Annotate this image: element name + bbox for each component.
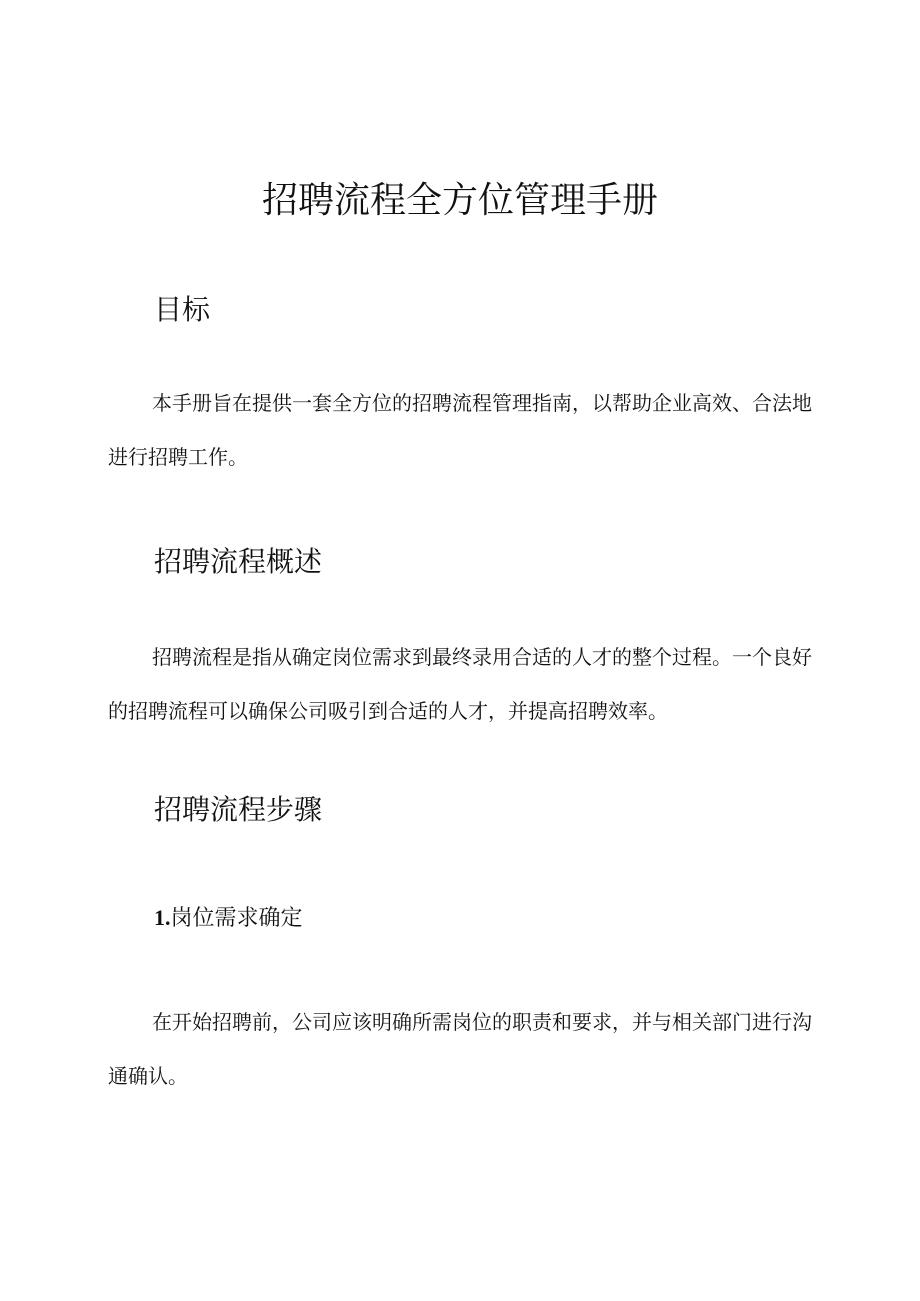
subsection-paragraph-step-1: 在开始招聘前，公司应该明确所需岗位的职责和要求，并与相关部门进行沟通确认。: [108, 1010, 812, 1088]
subsection-number: 1.: [154, 905, 171, 930]
subsection-heading-step-1: [154, 903, 303, 934]
section-heading-goal: 目标: [154, 293, 211, 326]
document-title: 招聘流程全方位管理手册: [261, 180, 658, 221]
section-paragraph-goal: 本手册旨在提供一套全方位的招聘流程管理指南，以帮助企业高效、合法地进行招聘工作。: [108, 391, 812, 469]
section-paragraph-overview: 招聘流程是指从确定岗位需求到最终录用合适的人才的整个过程。一个良好的招聘流程可以确保公司吸引到合适的人才，并提高招聘效率。: [108, 645, 812, 723]
section-heading-steps: 招聘流程步骤: [154, 793, 323, 826]
subsection-title: 岗位需求确定: [170, 906, 303, 931]
section-heading-overview: 招聘流程概述: [154, 545, 323, 578]
